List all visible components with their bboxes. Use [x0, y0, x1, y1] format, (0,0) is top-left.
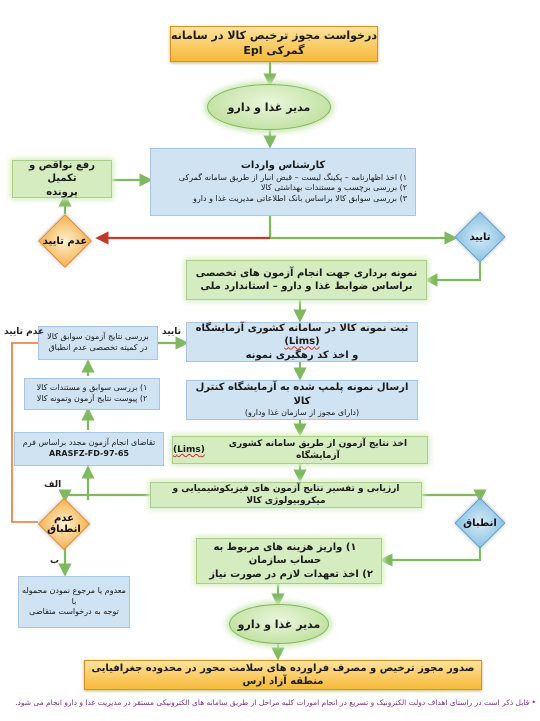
- retest-request-box: [14, 432, 164, 466]
- sampling-box: [186, 260, 427, 300]
- evaluate-results-box: [150, 482, 422, 508]
- review-docs-line1: ۱) بررسی سوابق و مستندات کالا: [36, 383, 148, 393]
- sampling-line2: براساس ضوابط غذا و دارو – استاندارد ملی: [200, 281, 413, 292]
- food-drug-manager-ellipse-2: [229, 604, 329, 644]
- retest-request-line1: تقاضای انجام آزمون مجدد براساس فرم: [22, 438, 156, 448]
- get-results-lims: (Lims): [173, 444, 205, 455]
- food-drug-manager-text: مدیر غذا و دارو: [227, 100, 311, 114]
- fees-box: [196, 538, 382, 584]
- match-diamond: [455, 498, 505, 548]
- sampling-line1: نمونه برداری جهت انجام آزمون های تخصصی: [195, 267, 418, 279]
- arrow-match-to-fees: [382, 546, 480, 560]
- import-expert-item-3: ۳) بررسی سوابق کالا براساس بانک اطلاعاتی مدیریت غذا و دارو: [193, 194, 407, 204]
- committee-review-line1: بررسی نتایج آزمون سوابق کالا: [47, 332, 149, 342]
- get-results-text: اخذ نتایج آزمون از طریق سامانه کشوری آزمایشگاه: [228, 438, 408, 461]
- approved-small-label: تایید: [162, 327, 182, 337]
- fees-line2: ۲) اخذ تعهدات لازم در صورت نیاز: [209, 568, 373, 580]
- get-results-box: [172, 436, 428, 464]
- fix-deficiencies-line2: پرونده: [46, 186, 78, 198]
- final-permit-box: [84, 660, 482, 690]
- approved-diamond: [455, 212, 505, 262]
- register-sample-line1: [187, 322, 417, 349]
- import-expert-item-1: ۱) اخذ اظهارنامه – پکینگ لیست – قبض انبار از طریق سامانه گمرکی: [178, 172, 407, 182]
- food-drug-manager-2-text: مدیر غذا و دارو: [237, 617, 321, 631]
- fees-line1: ۱) واریز هزینه های مربوط به حساب سازمان: [213, 541, 357, 567]
- review-docs-box: [24, 378, 160, 410]
- evaluate-results-text: ارزیابی و تفسیر نتایج آزمون های فیزیکوشیمیایی و میکروبیولوژی کالا: [172, 483, 400, 506]
- destroy-return-box: [18, 576, 130, 628]
- register-sample-line1-text: ثبت نمونه کالا در سامانه کشوری آزمایشگاه: [195, 322, 409, 334]
- import-expert-box: [150, 148, 416, 216]
- committee-review-box: [38, 326, 158, 360]
- match-text: انطباق: [463, 517, 497, 529]
- approved-text: تایید: [469, 231, 491, 243]
- committee-review-line2: در کمیته تخصصی عدم انطباق: [48, 343, 148, 352]
- fix-deficiencies-box: [12, 160, 112, 198]
- register-sample-box: [186, 322, 418, 362]
- destroy-return-line1: معدوم یا مرجوع نمودن محموله با: [22, 585, 126, 606]
- fix-deficiencies-line1: رفع نواقص و تکمیل: [29, 159, 95, 185]
- food-drug-manager-ellipse: [207, 84, 331, 130]
- send-sample-line1: ارسال نمونه پلمپ شده به آزمایشگاه کنترل کالا: [195, 382, 409, 407]
- nonconform-text: عدم انطباق: [47, 513, 81, 535]
- review-docs-line2: ۲) پیوست نتایج آزمون وتمونه کالا: [36, 394, 148, 403]
- nonconform-diamond: [38, 498, 90, 550]
- destroy-return-line2: توجه به درخواست متقاضی: [29, 607, 119, 617]
- register-sample-line2: و اخذ کد رهگیری نمونه: [245, 349, 359, 361]
- start-request-box: [170, 26, 378, 62]
- import-expert-item-2: ۲) بررسی برچسب و مستندات بهداشتی کالا: [260, 183, 407, 193]
- retest-form-code: ARASFZ-FD-97-65: [49, 449, 129, 458]
- alef-label: الف: [44, 480, 62, 490]
- arrow-approved-to-sampling: [427, 262, 480, 280]
- start-request-text: درخواست مجوز ترخیص کالا در سامانه گمرکی Epl: [171, 29, 377, 57]
- not-approved-diamond: [38, 214, 92, 268]
- send-sample-box: [186, 380, 418, 420]
- send-sample-line2: (دارای مجوز از سازمان غذا ودارو): [244, 408, 360, 418]
- import-expert-title: کارشناس واردات: [240, 160, 326, 172]
- be-label: ب: [50, 556, 60, 566]
- not-approved-small-label: عدم تایید: [4, 327, 45, 337]
- register-sample-lims: (Lims): [284, 336, 320, 348]
- not-approved-text: عدم تایید: [42, 235, 88, 247]
- footnote: • قابل ذکر است در راستای اهداف دولت الکترونیک و تسریع در انجام امورات کلیه مراحل از طریق سامانه های الکترونیکی مستقر در مدیریت غذا و دارو انجام می شود.: [15, 698, 536, 707]
- final-permit-text: صدور مجوز ترخیص و مصرف فراورده های سلامت محور در محدوده جغرافیایی منطقه آزاد ارس: [91, 662, 475, 687]
